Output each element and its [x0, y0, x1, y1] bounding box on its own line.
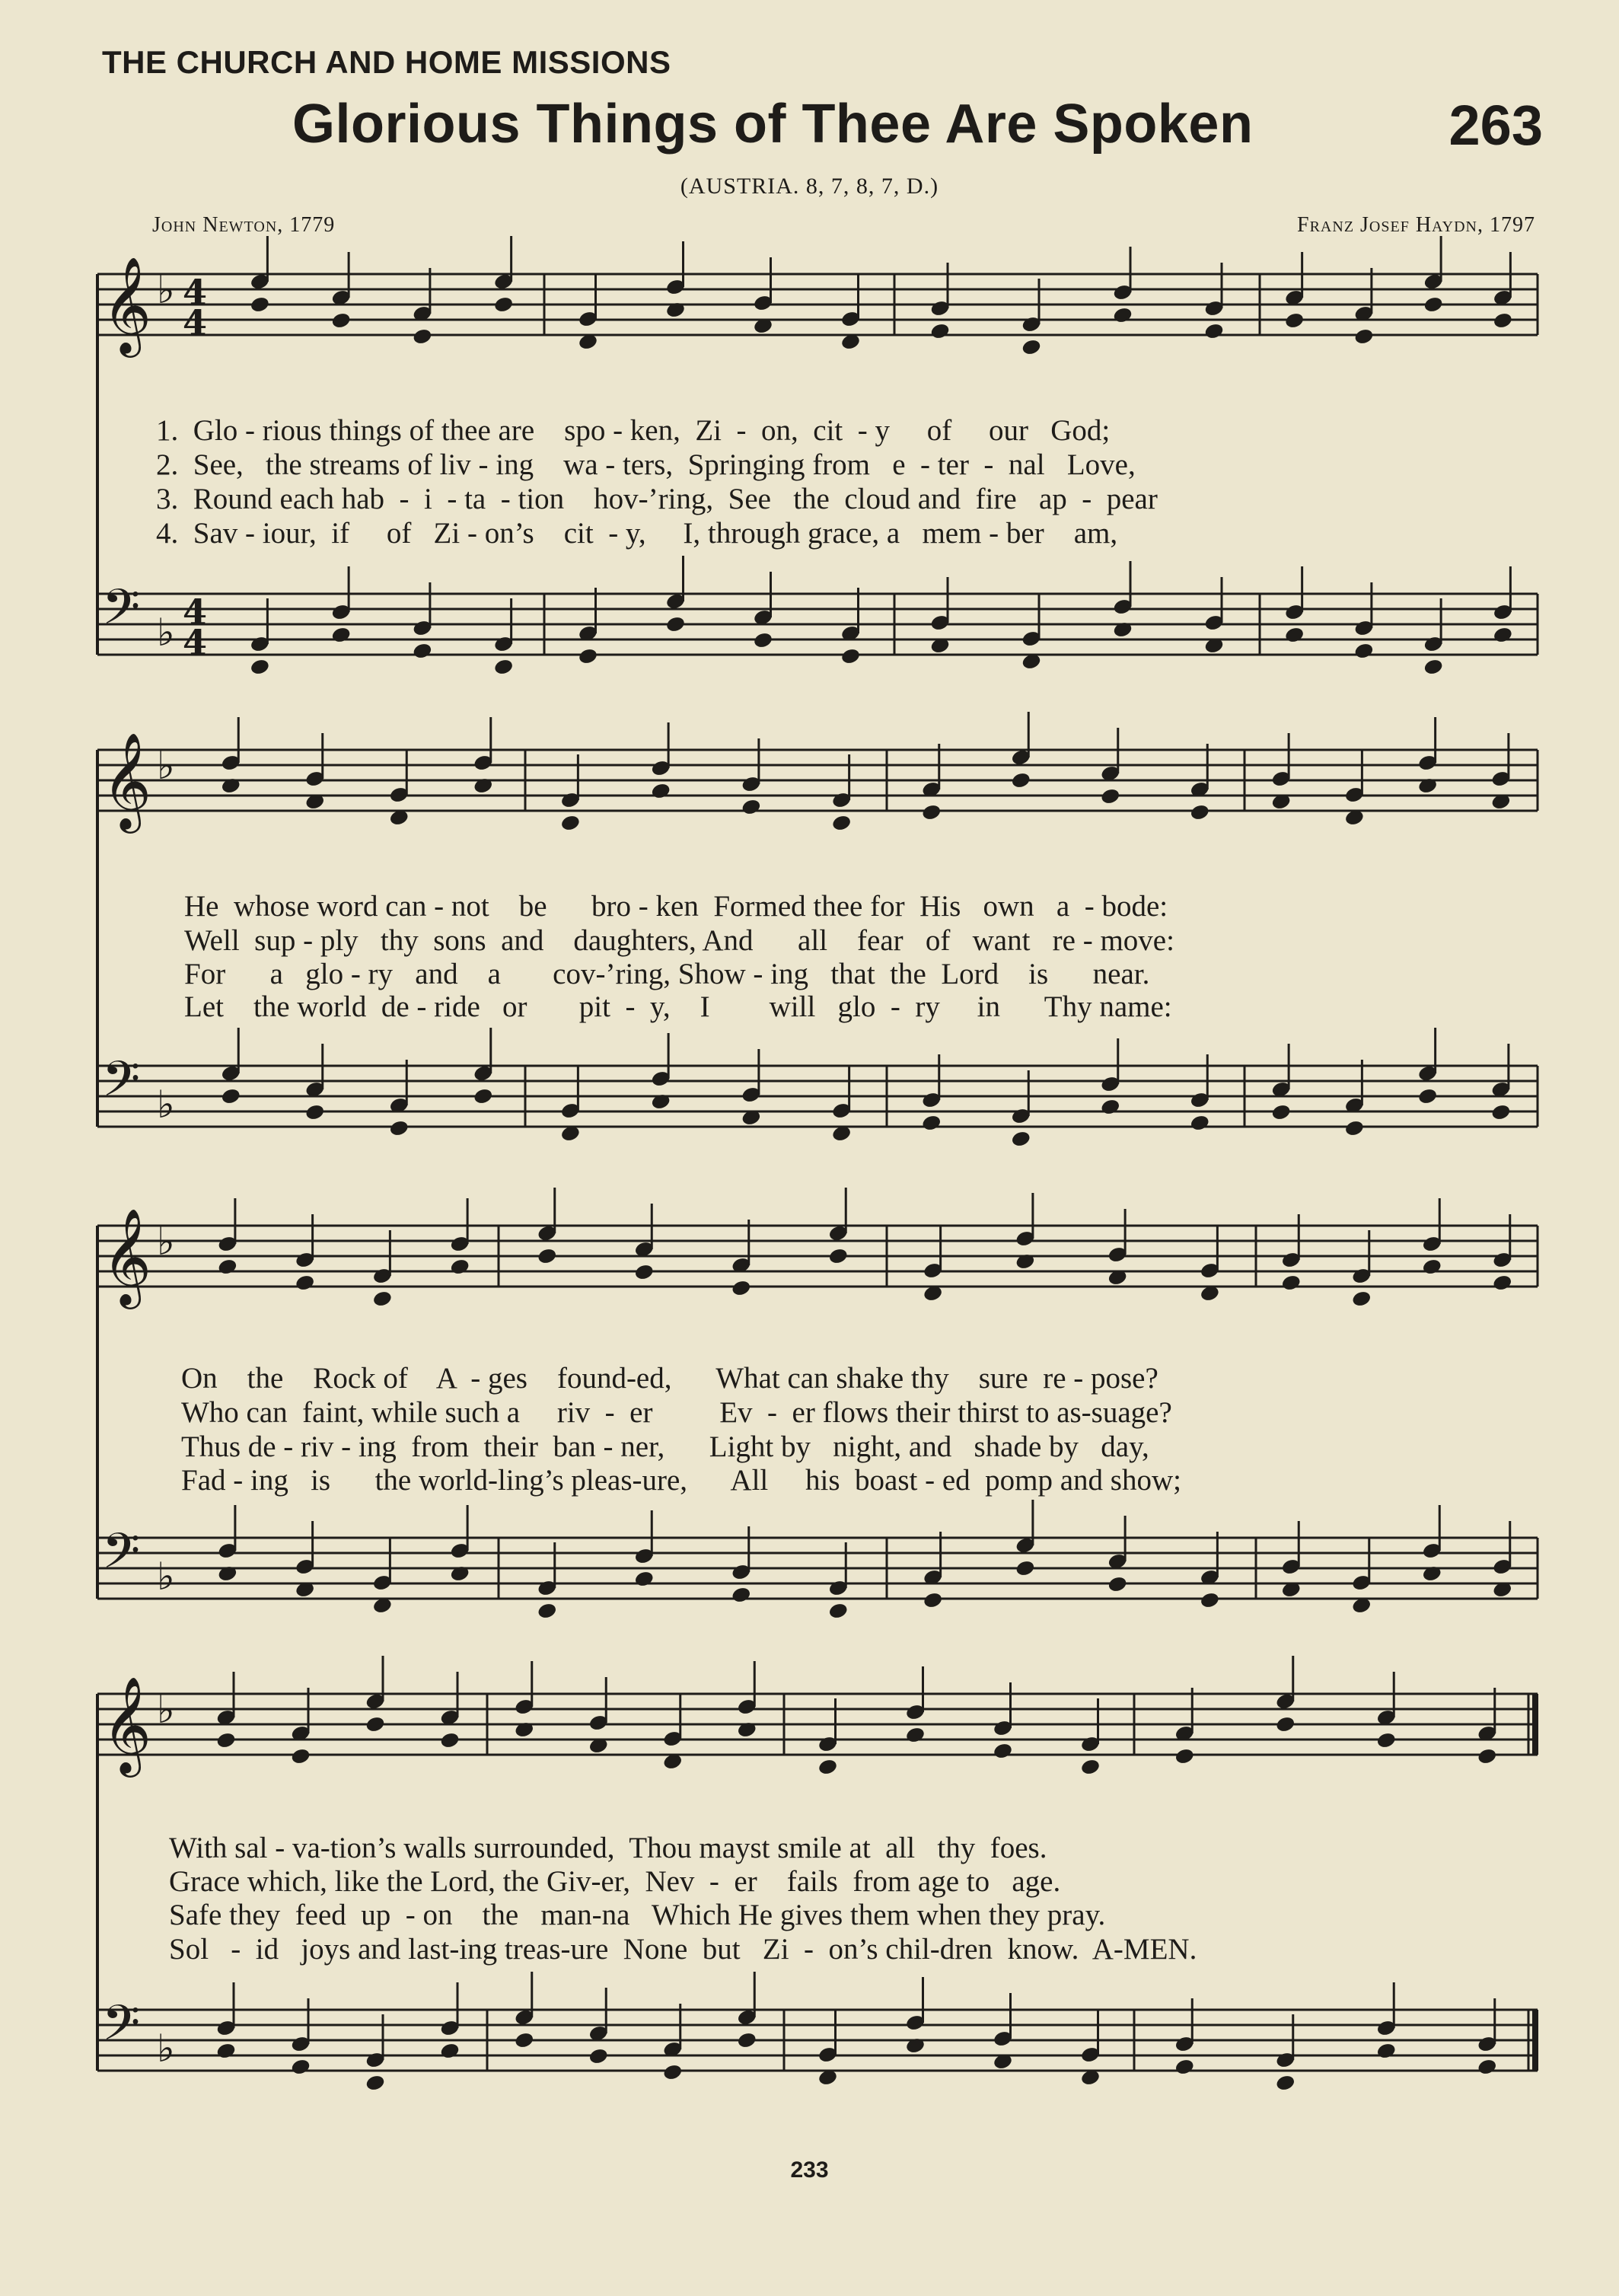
note-head	[473, 1088, 493, 1105]
note-head	[1107, 1576, 1127, 1593]
note-head	[413, 643, 432, 660]
lyric-line: Thus de - riv - ing from their ban - ner, Light by night, and shade by day,	[181, 1430, 1149, 1463]
note-head	[1011, 772, 1031, 789]
time-signature: 4	[183, 592, 208, 633]
note-head	[923, 1592, 943, 1609]
note-head	[588, 2048, 608, 2065]
note-head	[1493, 1274, 1512, 1292]
treble-clef-icon: 𝄞	[102, 256, 152, 353]
lyric-line: 2. See, the streams of liv - ing wa - ters, Springing from e - ter - nal Love,	[156, 448, 1136, 481]
note-head	[305, 1104, 325, 1121]
lyric-line: Grace which, like the Lord, the Giv-er, Nev - er fails from age to age.	[169, 1865, 1061, 1898]
flat-icon: ♭	[157, 611, 175, 655]
note-head	[753, 632, 773, 649]
treble-clef-icon: 𝄞	[102, 732, 152, 829]
note-head	[218, 1258, 237, 1276]
lyric-line: 4. Sav - iour, if of Zi - on’s cit - y, I, through grace, a mem - ber am,	[156, 517, 1118, 550]
lyricist-credit: John Newton, 1779	[152, 213, 336, 237]
note-head	[1344, 1120, 1364, 1137]
time-signature: 4	[183, 622, 208, 663]
lyric-line: He whose word can - not be bro - ken Formed thee for His own a - bode:	[184, 890, 1168, 923]
lyric-line: Who can faint, while such a riv - er Ev - er flows their thirst to as-suage?	[181, 1396, 1172, 1429]
note-head	[1101, 1099, 1120, 1116]
note-head	[216, 2042, 236, 2060]
note-head	[537, 1248, 557, 1265]
lyric-line: Safe they feed up - on the man-na Which He gives them when they pray.	[169, 1899, 1106, 1931]
note-head	[737, 2032, 757, 2049]
note-head	[1011, 1130, 1031, 1148]
lyric-line: On the Rock of A - ges found-ed, What can shake thy sure re - pose?	[181, 1362, 1158, 1395]
note-head	[1491, 1104, 1511, 1121]
note-head	[993, 1743, 1012, 1760]
hymn-number: 263	[1448, 94, 1543, 157]
note-head	[250, 296, 269, 314]
note-head	[1493, 627, 1512, 644]
note-head	[1354, 328, 1374, 346]
flat-icon: ♭	[157, 268, 175, 312]
note-head	[1376, 1732, 1396, 1749]
note-head	[1423, 659, 1443, 676]
note-head	[295, 1274, 315, 1292]
note-head	[1113, 307, 1133, 324]
note-head	[389, 1120, 409, 1137]
note-head	[1285, 627, 1305, 644]
note-head	[216, 1732, 236, 1749]
note-head	[741, 799, 761, 816]
note-head	[731, 1280, 751, 1297]
note-head	[1352, 1290, 1372, 1308]
lyric-line: 1. Glo - rious things of thee are spo - ken, Zi - on, cit - y of our God;	[156, 414, 1111, 447]
flat-icon: ♭	[157, 1555, 175, 1599]
note-head	[922, 1115, 942, 1132]
note-head	[515, 2032, 534, 2049]
bass-clef-icon: 𝄢	[102, 1523, 141, 1592]
note-head	[828, 1248, 848, 1265]
note-head	[578, 648, 598, 665]
note-head	[1285, 312, 1305, 330]
note-head	[1021, 339, 1041, 356]
note-head	[494, 296, 514, 314]
note-head	[832, 815, 852, 832]
note-head	[930, 323, 950, 340]
bass-clef-icon: 𝄢	[102, 1995, 141, 2064]
note-head	[560, 815, 580, 832]
note-head	[1174, 1748, 1194, 1765]
note-head	[1493, 312, 1512, 330]
note-head	[1276, 1716, 1296, 1733]
note-head	[1418, 1088, 1438, 1105]
note-head	[331, 312, 351, 330]
note-head	[828, 1602, 848, 1620]
lyric-line: 3. Round each hab - i - ta - tion hov-’ring, See the cloud and fire ap - pear	[156, 483, 1158, 515]
note-head	[1200, 1592, 1219, 1609]
note-head	[1015, 1560, 1035, 1577]
note-head	[1080, 1759, 1100, 1776]
flat-icon: ♭	[157, 744, 175, 788]
bass-clef-icon: 𝄢	[102, 1051, 141, 1120]
tune-meter: (AUSTRIA. 8, 7, 8, 7, D.)	[680, 174, 939, 199]
composer-credit: Franz Josef Haydn, 1797	[1297, 213, 1535, 237]
lyric-line: Let the world de - ride or pit - y, I will glo - ry in Thy name:	[184, 990, 1172, 1023]
note-head	[634, 1264, 654, 1281]
note-head	[1354, 643, 1374, 660]
flat-icon: ♭	[157, 1688, 175, 1732]
note-head	[1276, 2074, 1296, 2092]
lyric-line: Sol - id joys and last-ing treas-ure None but Zi - on’s chil-dren know. A-MEN.	[169, 1933, 1197, 1966]
flat-icon: ♭	[157, 1220, 175, 1264]
page-number: 233	[790, 2157, 829, 2183]
note-head	[450, 1258, 470, 1276]
note-head	[651, 783, 671, 800]
note-head	[1281, 1274, 1301, 1292]
time-signature: 4	[183, 272, 208, 313]
note-head	[731, 1586, 751, 1604]
note-head	[1423, 296, 1443, 314]
note-head	[440, 2042, 460, 2060]
note-head	[494, 659, 514, 676]
note-head	[365, 1716, 385, 1733]
note-head	[537, 1602, 557, 1620]
note-head	[634, 1571, 654, 1588]
note-head	[1204, 323, 1224, 340]
lyric-line: With sal - va-tion’s walls surrounded, Thou mayst smile at all thy foes.	[169, 1832, 1047, 1864]
note-head	[291, 2058, 311, 2076]
note-head	[291, 1748, 311, 1765]
note-head	[331, 627, 351, 644]
note-head	[1477, 2058, 1497, 2076]
flat-icon: ♭	[157, 2027, 175, 2071]
note-head	[840, 648, 860, 665]
flat-icon: ♭	[157, 1083, 175, 1127]
note-head	[221, 1088, 241, 1105]
note-head	[1271, 1104, 1291, 1121]
note-head	[440, 1732, 460, 1749]
hymn-title: Glorious Things of Thee Are Spoken	[292, 94, 1254, 155]
treble-clef-icon: 𝄞	[102, 1676, 152, 1773]
note-head	[817, 1759, 837, 1776]
note-head	[1477, 1748, 1497, 1765]
note-head	[1174, 2058, 1194, 2076]
treble-clef-icon: 𝄞	[102, 1207, 152, 1305]
note-head	[1101, 788, 1120, 805]
lyric-line: Well sup - ply thy sons and daughters, And all fear of want re - move:	[184, 924, 1174, 957]
note-head	[250, 659, 269, 676]
note-head	[413, 328, 432, 346]
note-head	[1422, 1258, 1442, 1276]
note-head	[922, 804, 942, 821]
note-head	[1190, 1115, 1209, 1132]
lyric-line: Fad - ing is the world-ling’s pleas-ure, All his boast - ed pomp and show;	[181, 1464, 1181, 1497]
time-signature: 4	[183, 302, 208, 343]
lyric-line: For a glo - ry and a cov-’ring, Show - ing that the Lord is near.	[184, 958, 1150, 990]
note-head	[1376, 2042, 1396, 2060]
bass-clef-icon: 𝄢	[102, 579, 141, 648]
note-head	[1190, 804, 1209, 821]
note-head	[665, 616, 685, 633]
note-head	[372, 1290, 392, 1308]
section-heading: THE CHURCH AND HOME MISSIONS	[102, 44, 671, 80]
note-head	[365, 2074, 385, 2092]
note-head	[663, 2064, 683, 2081]
note-head	[905, 1727, 925, 1744]
